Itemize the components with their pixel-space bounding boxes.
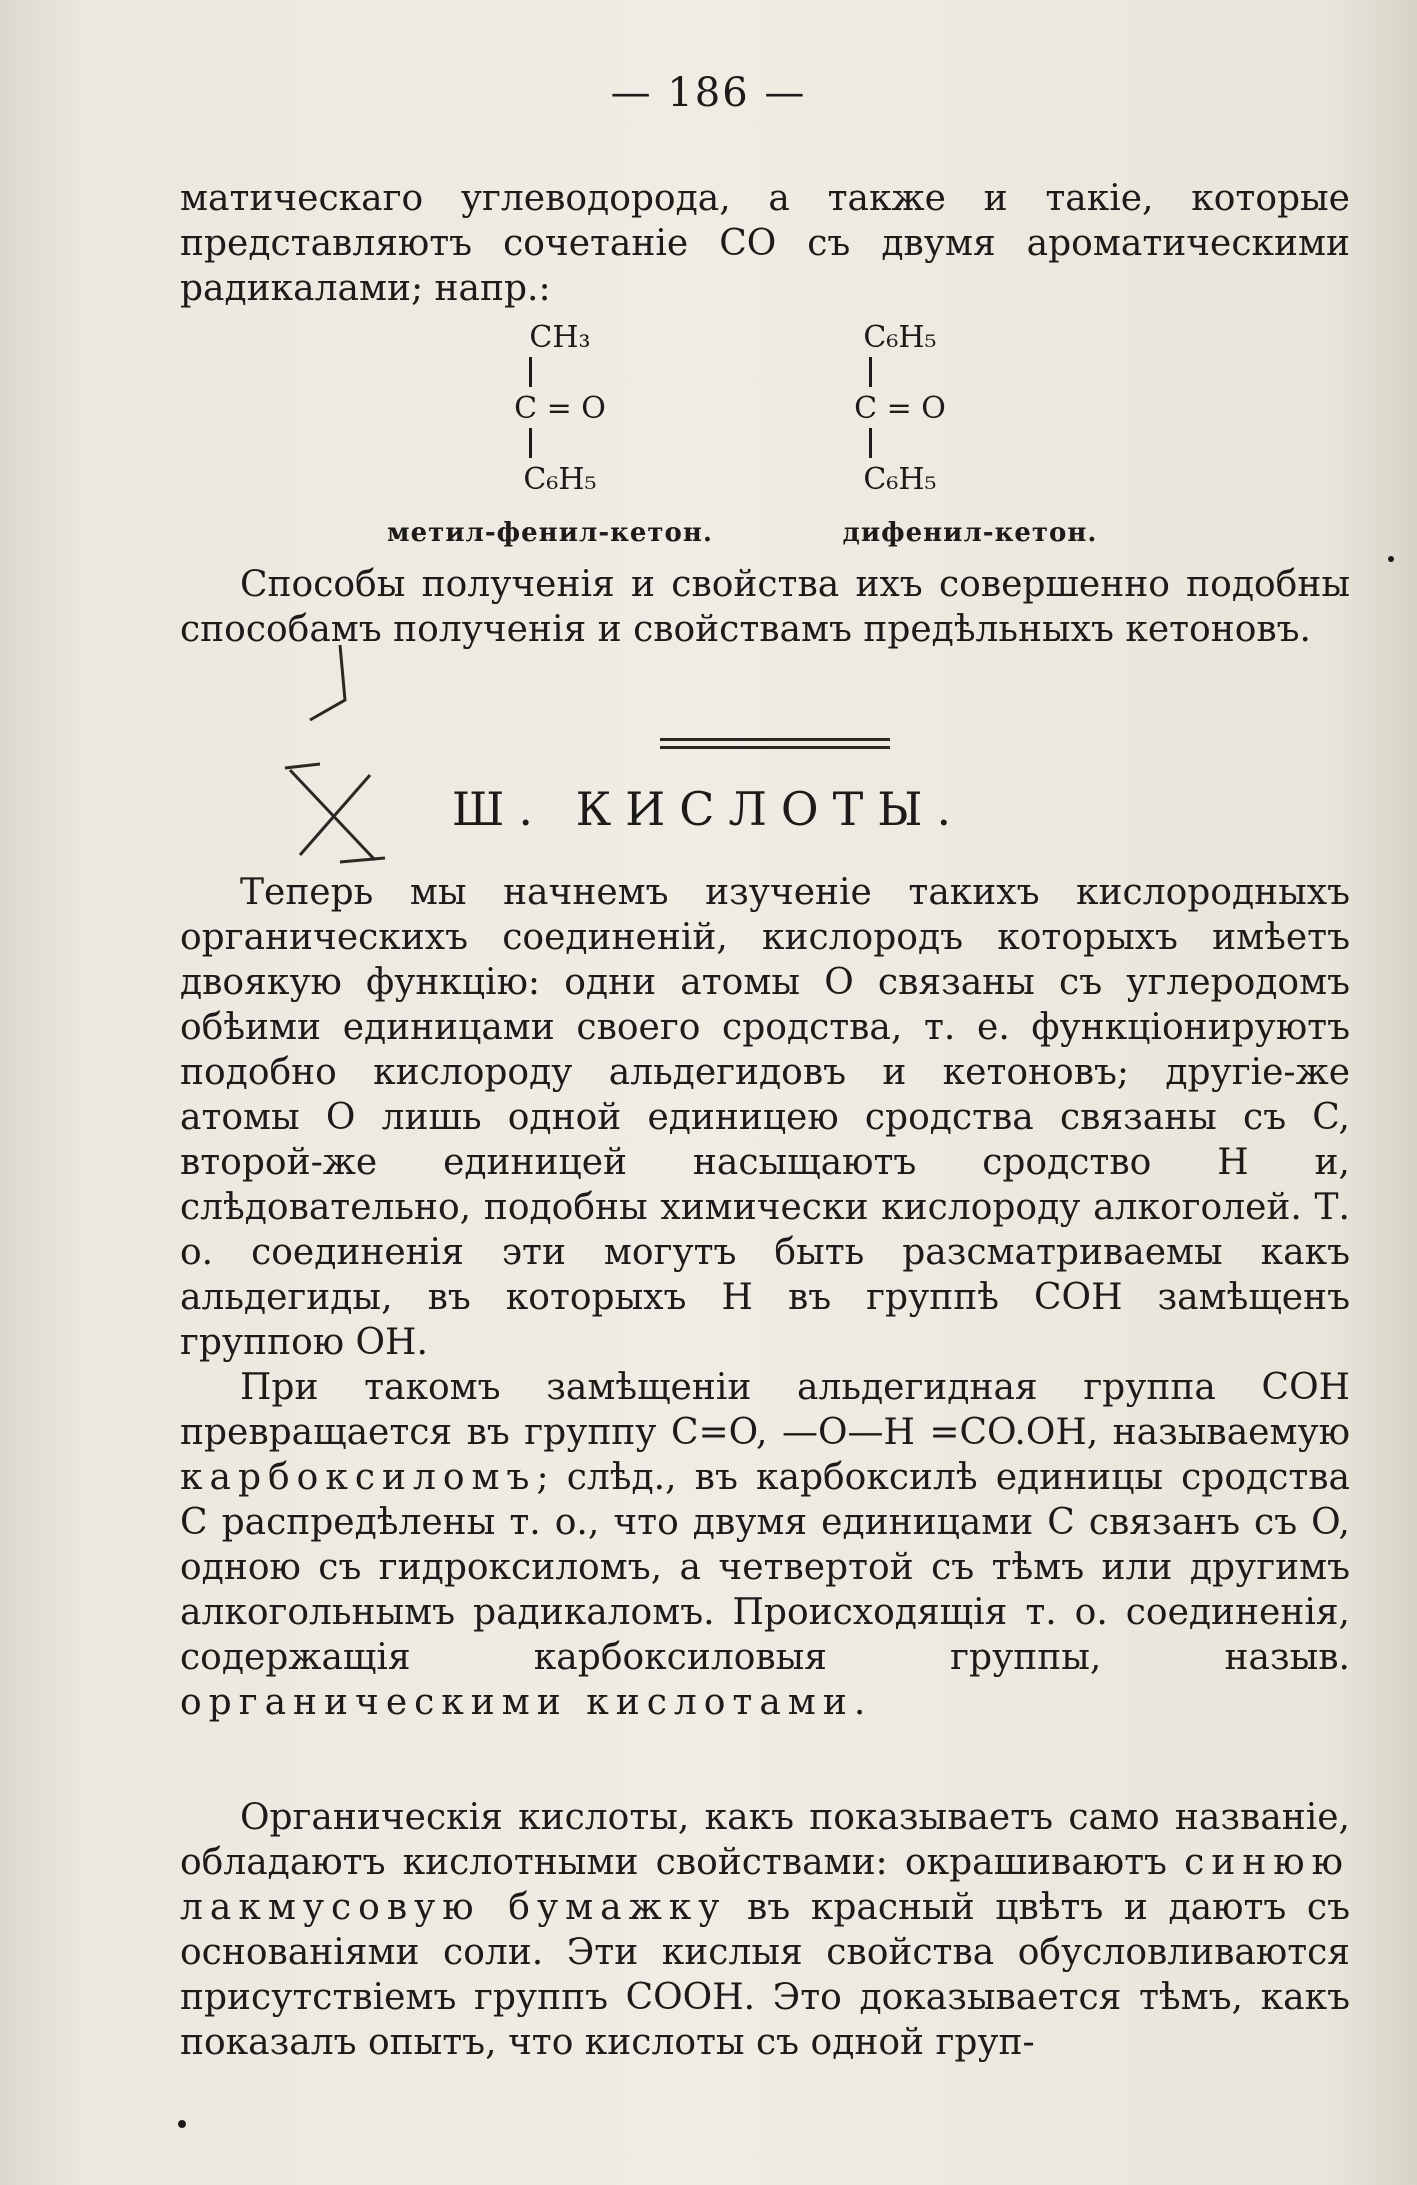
- paragraph-methods: [180, 562, 1350, 652]
- term-litmus-paper: синюю лакмусовую бумажку: [180, 1842, 1350, 1928]
- formula-bond: [869, 357, 872, 387]
- section-title-acids: Ш. КИСЛОТЫ.: [451, 782, 966, 836]
- ink-dot: [178, 2120, 186, 2128]
- formula-top-group: CH₃: [529, 320, 591, 355]
- paragraph-acid-properties-part-2: въ красный цвѣтъ и даютъ съ основаніями соли. Эти кислыя свойства обусловливаются присутствіемъ группъ COOH. Это доказывается тѣмъ, какъ показалъ опытъ, что кислоты съ одной груп-: [180, 1887, 1350, 2063]
- formula-carbonyl: C = O: [514, 391, 606, 426]
- paragraph-continuation: матическаго углеводорода, а также и такіе, которые представляютъ сочетаніе CO съ двумя ароматическими радикалами; напр.:: [180, 178, 1350, 309]
- formula-bond: [869, 428, 872, 458]
- formula-bottom-group: C₆H₅: [863, 462, 937, 497]
- formula-bond: [529, 357, 532, 387]
- term-organic-acids: органическими кислотами: [180, 1682, 854, 1723]
- paragraph-carboxyl-text: [180, 1365, 1350, 1725]
- paragraph-carboxyl-part-1: При такомъ замѣщеніи альдегидная группа COH превращается въ группу C=O, —O—H =CO.OH, называемую: [180, 1367, 1350, 1453]
- formula-bottom-group: C₆H₅: [523, 462, 597, 497]
- section-divider-bottom: [660, 746, 890, 749]
- section-divider-top: [660, 738, 890, 741]
- formula-bond: [529, 428, 532, 458]
- paragraph-acid-properties-text: [180, 1795, 1350, 2065]
- pencil-bracket-mark: [300, 640, 360, 730]
- paragraph-acids-intro-text: Теперь мы начнемъ изученіе такихъ кислородныхъ органическихъ соединеній, кислородъ которыхъ имѣетъ двоякую функцію: одни атомы O связаны съ углеродомъ обѣими единицами своего сродства, т. е. функціонируютъ подобно кислороду альдегидовъ и кетоновъ; другіе-же атомы O лишь одной единицею сродства связаны съ C, второй-же единицей насыщаютъ сродство H и, слѣдовательно, подобны химически кислороду алкоголей. Т. о. соединенія эти могутъ быть разсматриваемы какъ альдегиды, въ которыхъ H въ группѣ COH замѣщенъ группою OH.: [180, 872, 1350, 1363]
- paragraph-acid-properties-part-1: Органическія кислоты, какъ показываетъ само названіе, обладаютъ кислотными свойствами: окрашиваютъ: [180, 1797, 1350, 1883]
- page-number: — 186 —: [610, 70, 807, 116]
- formula-name-right: дифенил-кетон.: [842, 518, 1098, 548]
- term-carboxyl: карбоксиломъ: [180, 1457, 537, 1498]
- paragraph-acids-intro: [180, 870, 1350, 1365]
- paragraph-methods-text: Способы полученія и свойства ихъ совершенно подобны способамъ полученія и свойствамъ предѣльныхъ кетоновъ.: [180, 564, 1350, 650]
- formula-methyl-phenyl-ketone: [460, 320, 660, 497]
- ink-dot: [1388, 556, 1394, 562]
- formula-top-group: C₆H₅: [863, 320, 937, 355]
- paragraph-acid-properties: [180, 1795, 1350, 2065]
- paragraph-carboxyl: [180, 1365, 1350, 1725]
- formula-diphenyl-ketone: [800, 320, 1000, 497]
- paragraph-carboxyl-part-3: .: [853, 1682, 866, 1723]
- formula-carbonyl: C = O: [854, 391, 946, 426]
- formula-name-left: метил-фенил-кетон.: [387, 518, 713, 548]
- paragraph-carboxyl-part-2: ; слѣд., въ карбоксилѣ единицы сродства C распредѣлены т. о., что двумя единицами C связанъ съ O, одною съ гидроксиломъ, а четвертой съ тѣмъ или другимъ алкогольнымъ радикаломъ. Происходящія т. о. соединенія, содержащія карбоксиловыя группы, назыв.: [180, 1457, 1350, 1678]
